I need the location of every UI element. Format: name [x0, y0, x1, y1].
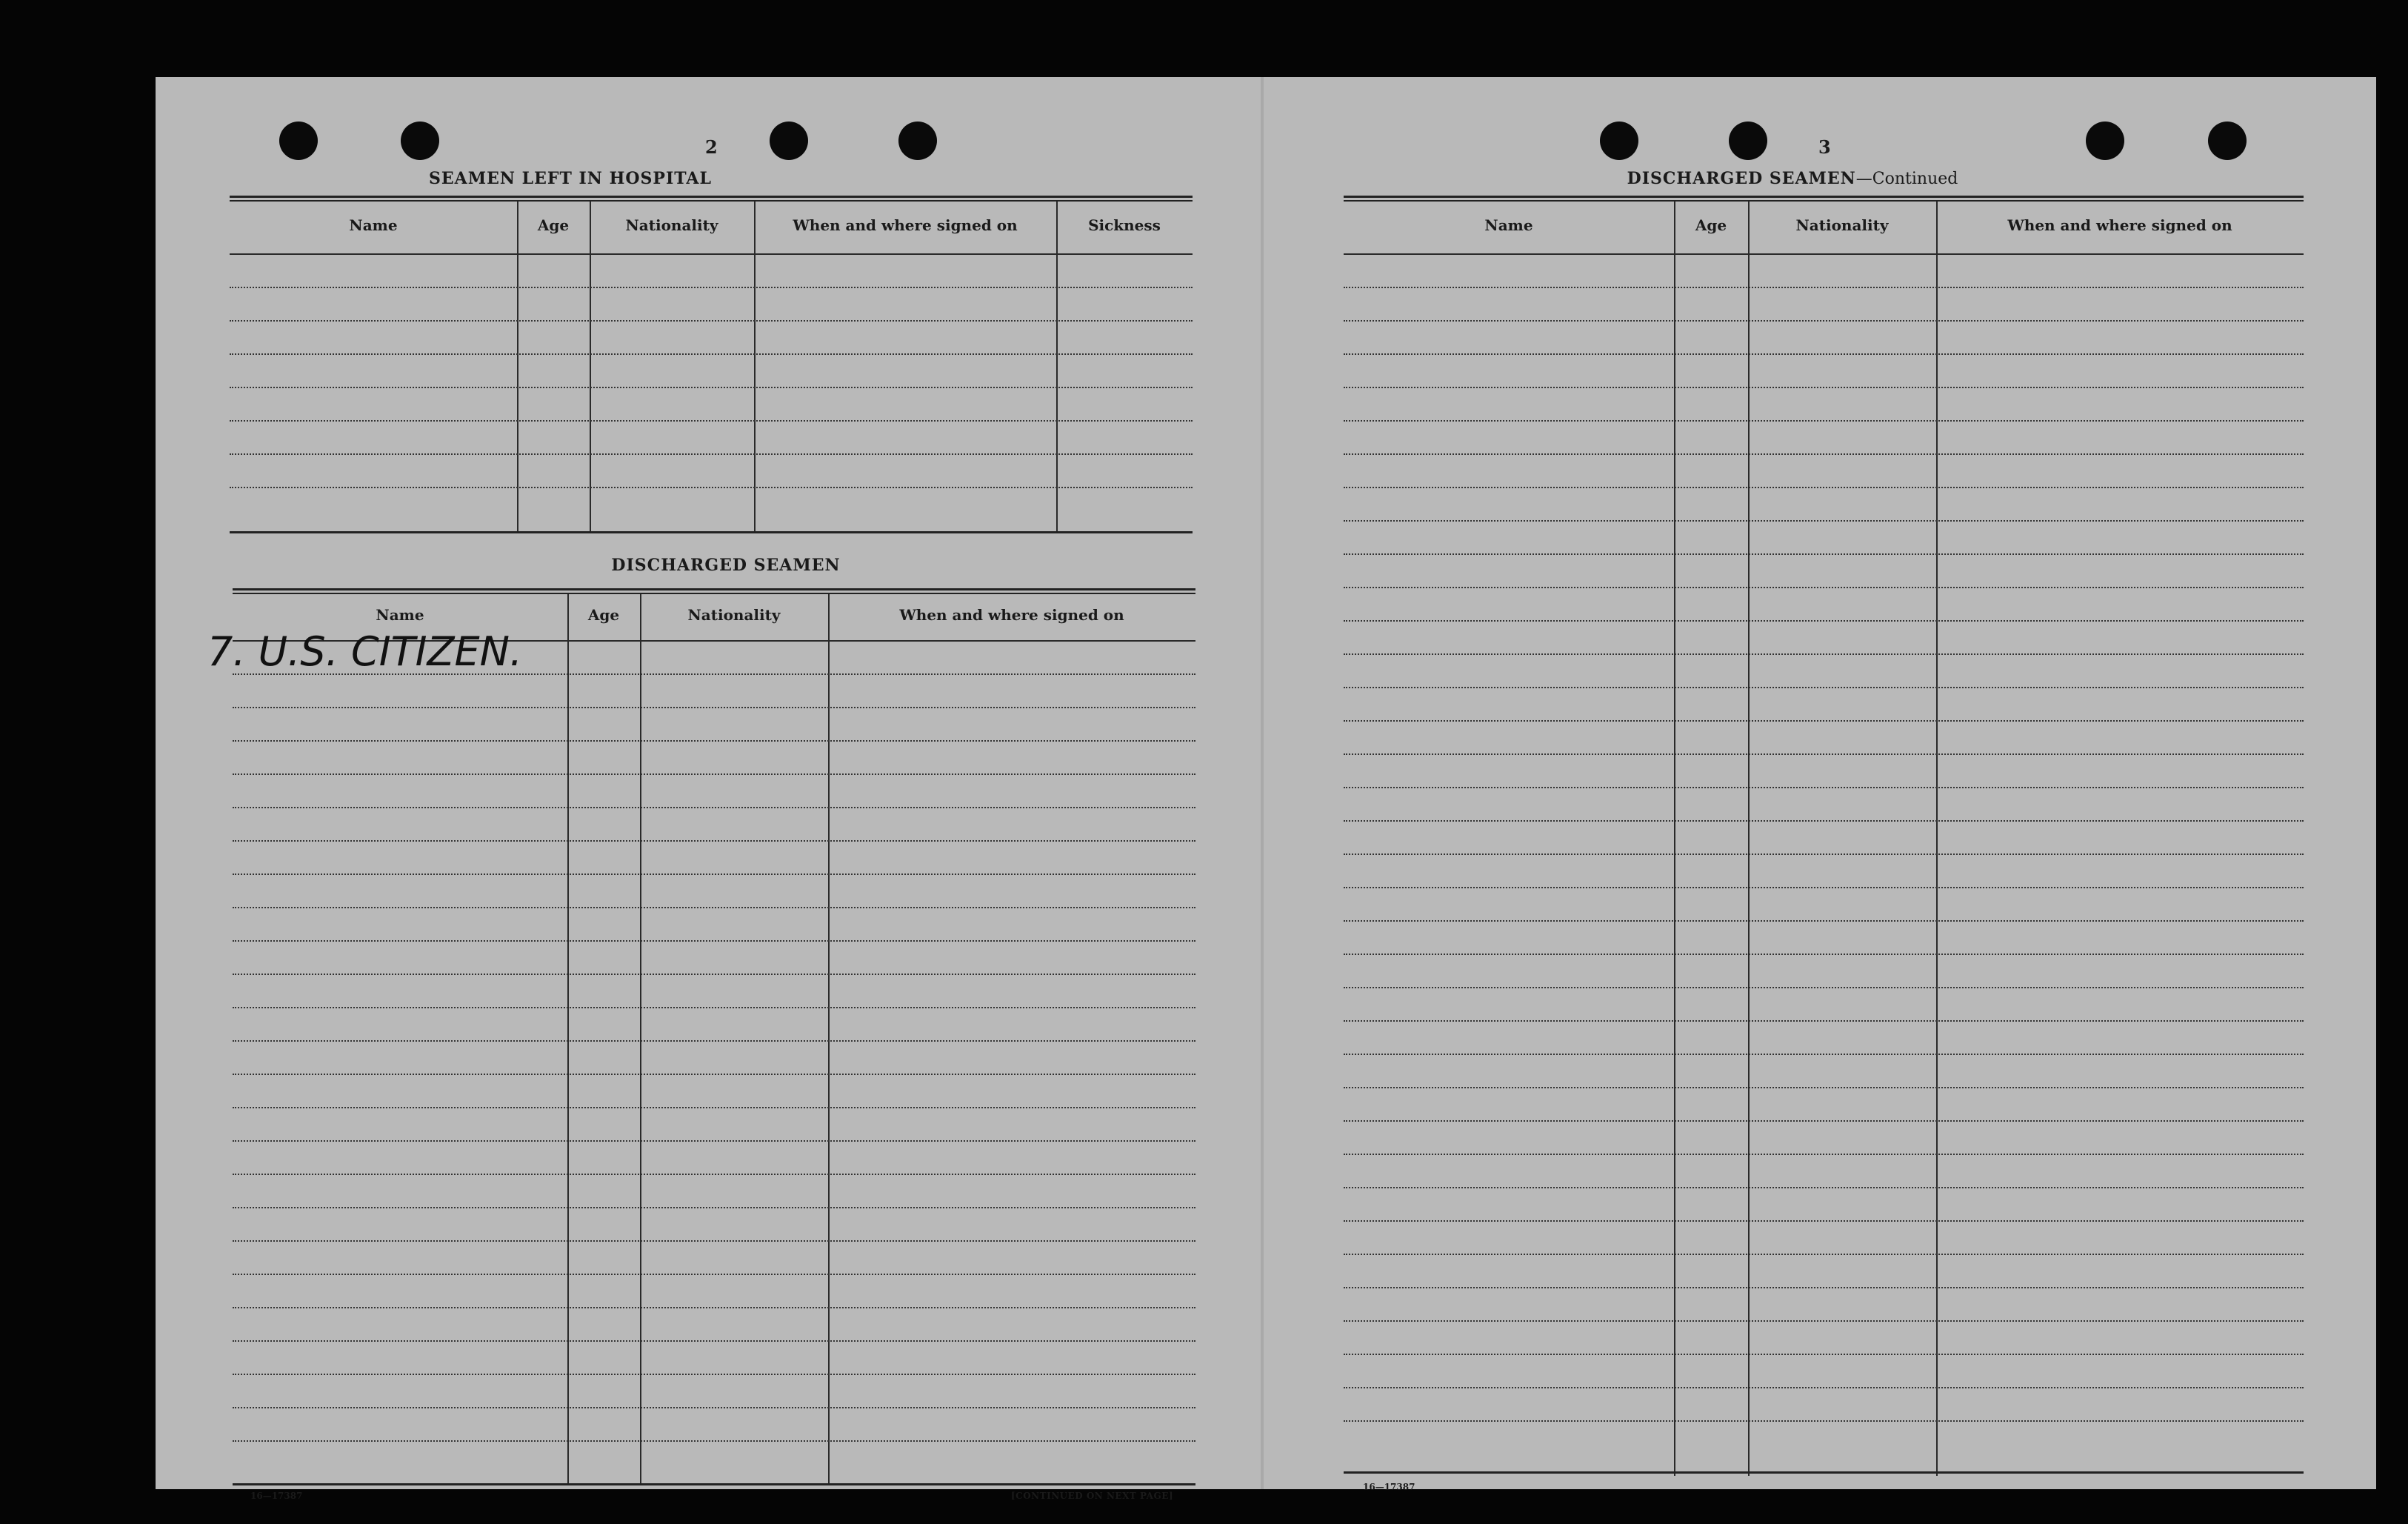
column-divider	[567, 594, 569, 1485]
row-line	[233, 874, 1195, 875]
row-line	[233, 1440, 1195, 1442]
row-line	[1344, 820, 2304, 822]
column-header-when-where: When and where signed on	[2007, 216, 2232, 234]
punch-hole	[770, 122, 808, 160]
column-header-name: Name	[376, 606, 424, 624]
row-line	[1344, 1120, 2304, 1122]
row-line	[1344, 687, 2304, 688]
punch-hole	[1729, 122, 1767, 160]
row-line	[1344, 753, 2304, 755]
row-line	[233, 1374, 1195, 1375]
row-line	[233, 940, 1195, 942]
row-line	[230, 353, 1193, 355]
punch-hole	[2086, 122, 2124, 160]
row-line	[230, 487, 1193, 488]
row-line	[233, 907, 1195, 908]
page-number: 3	[1818, 136, 1831, 158]
left-page	[156, 77, 1259, 1501]
column-header-when-where: When and where signed on	[899, 606, 1124, 624]
header-rule	[1344, 196, 2304, 202]
punch-hole	[401, 122, 439, 160]
row-line	[233, 1107, 1195, 1108]
column-header-age: Age	[537, 216, 570, 234]
header-rule	[230, 196, 1193, 202]
form-number: 16—17387	[1363, 1482, 1415, 1492]
section-title-suffix: —Continued	[1855, 170, 1958, 188]
handwritten-entry-text: 7. U.S. CITIZEN.	[207, 628, 523, 675]
continued-note: [CONTINUED ON NEXT PAGE]	[1011, 1491, 1174, 1501]
right-page	[1267, 77, 2376, 1492]
column-divider	[1674, 202, 1675, 1476]
form-number: 16—17387	[250, 1491, 303, 1501]
row-line	[233, 1274, 1195, 1275]
row-line	[233, 840, 1195, 842]
row-line	[1344, 1220, 2304, 1222]
row-line	[1344, 1420, 2304, 1422]
row-line	[1344, 320, 2304, 322]
row-line	[233, 1074, 1195, 1075]
column-divider	[640, 594, 641, 1485]
column-header-nationality: Nationality	[1795, 216, 1889, 234]
row-line	[1344, 387, 2304, 388]
row-line	[1344, 287, 2304, 288]
center-fold	[1261, 77, 1264, 1489]
row-line	[1344, 453, 2304, 455]
row-line	[233, 974, 1195, 975]
row-line	[233, 1307, 1195, 1308]
column-header-name: Name	[1484, 216, 1533, 234]
row-line	[233, 1040, 1195, 1042]
row-line	[230, 387, 1193, 388]
discharged-table	[207, 594, 1195, 1485]
column-header-nationality: Nationality	[625, 216, 718, 234]
row-line	[233, 1140, 1195, 1142]
column-divider	[1936, 202, 1938, 1476]
page-number: 2	[705, 136, 718, 158]
row-line	[233, 807, 1195, 808]
row-line	[1344, 1387, 2304, 1388]
column-header-age: Age	[1695, 216, 1727, 234]
header-rule	[233, 588, 1195, 594]
column-header-sickness: Sickness	[1088, 216, 1161, 234]
column-divider	[828, 594, 830, 1485]
row-line	[1344, 954, 2304, 955]
row-line	[1344, 353, 2304, 355]
row-line	[1344, 853, 2304, 855]
discharged-section-title: DISCHARGED SEAMEN	[611, 556, 841, 575]
discharged-continued-table	[1344, 202, 2304, 1476]
row-line	[233, 1340, 1195, 1342]
hospital-section-title: SEAMEN LEFT IN HOSPITAL	[429, 169, 712, 188]
handwritten-entry	[203, 616, 588, 691]
row-line	[1344, 620, 2304, 622]
row-line	[230, 320, 1193, 322]
row-line	[1344, 1354, 2304, 1355]
column-divider	[1056, 202, 1058, 533]
row-line	[233, 1007, 1195, 1008]
header-underline	[1344, 253, 2304, 255]
punch-hole	[2208, 122, 2247, 160]
row-line	[1344, 787, 2304, 788]
table-bottom-rule	[230, 531, 1193, 533]
row-line	[233, 1207, 1195, 1208]
hospital-table	[230, 202, 1193, 533]
row-line	[1344, 553, 2304, 555]
row-line	[1344, 1287, 2304, 1288]
row-line	[1344, 1254, 2304, 1255]
row-line	[1344, 587, 2304, 588]
table-bottom-rule	[1344, 1471, 2304, 1474]
document-sheet	[156, 77, 2376, 1501]
row-line	[1344, 1054, 2304, 1055]
row-line	[1344, 1187, 2304, 1188]
column-header-when-where: When and where signed on	[793, 216, 1018, 234]
section-title-text: DISCHARGED SEAMEN	[1627, 169, 1856, 188]
row-line	[1344, 420, 2304, 422]
row-line	[230, 420, 1193, 422]
punch-hole	[279, 122, 318, 160]
punch-hole	[898, 122, 937, 160]
punch-hole	[1600, 122, 1638, 160]
column-divider	[754, 202, 756, 533]
row-line	[1344, 653, 2304, 655]
column-divider	[1748, 202, 1750, 1476]
row-line	[1344, 1154, 2304, 1155]
row-line	[230, 453, 1193, 455]
row-line	[1344, 1320, 2304, 1322]
row-line	[1344, 1020, 2304, 1022]
row-line	[1344, 887, 2304, 888]
discharged-continued-title	[1585, 169, 2000, 188]
row-line	[233, 707, 1195, 708]
column-header-nationality: Nationality	[687, 606, 781, 624]
row-line	[1344, 720, 2304, 722]
row-line	[230, 287, 1193, 288]
header-underline	[230, 253, 1193, 255]
row-line	[1344, 1087, 2304, 1088]
column-divider	[517, 202, 518, 533]
column-header-name: Name	[349, 216, 398, 234]
row-line	[1344, 920, 2304, 922]
table-bottom-rule	[233, 1483, 1195, 1485]
row-line	[233, 1240, 1195, 1242]
row-line	[1344, 520, 2304, 522]
row-line	[233, 1407, 1195, 1408]
column-header-age: Age	[587, 606, 620, 624]
row-line	[233, 1174, 1195, 1175]
row-line	[233, 773, 1195, 775]
column-divider	[590, 202, 591, 533]
row-line	[1344, 987, 2304, 988]
row-line	[1344, 487, 2304, 488]
row-line	[233, 740, 1195, 742]
